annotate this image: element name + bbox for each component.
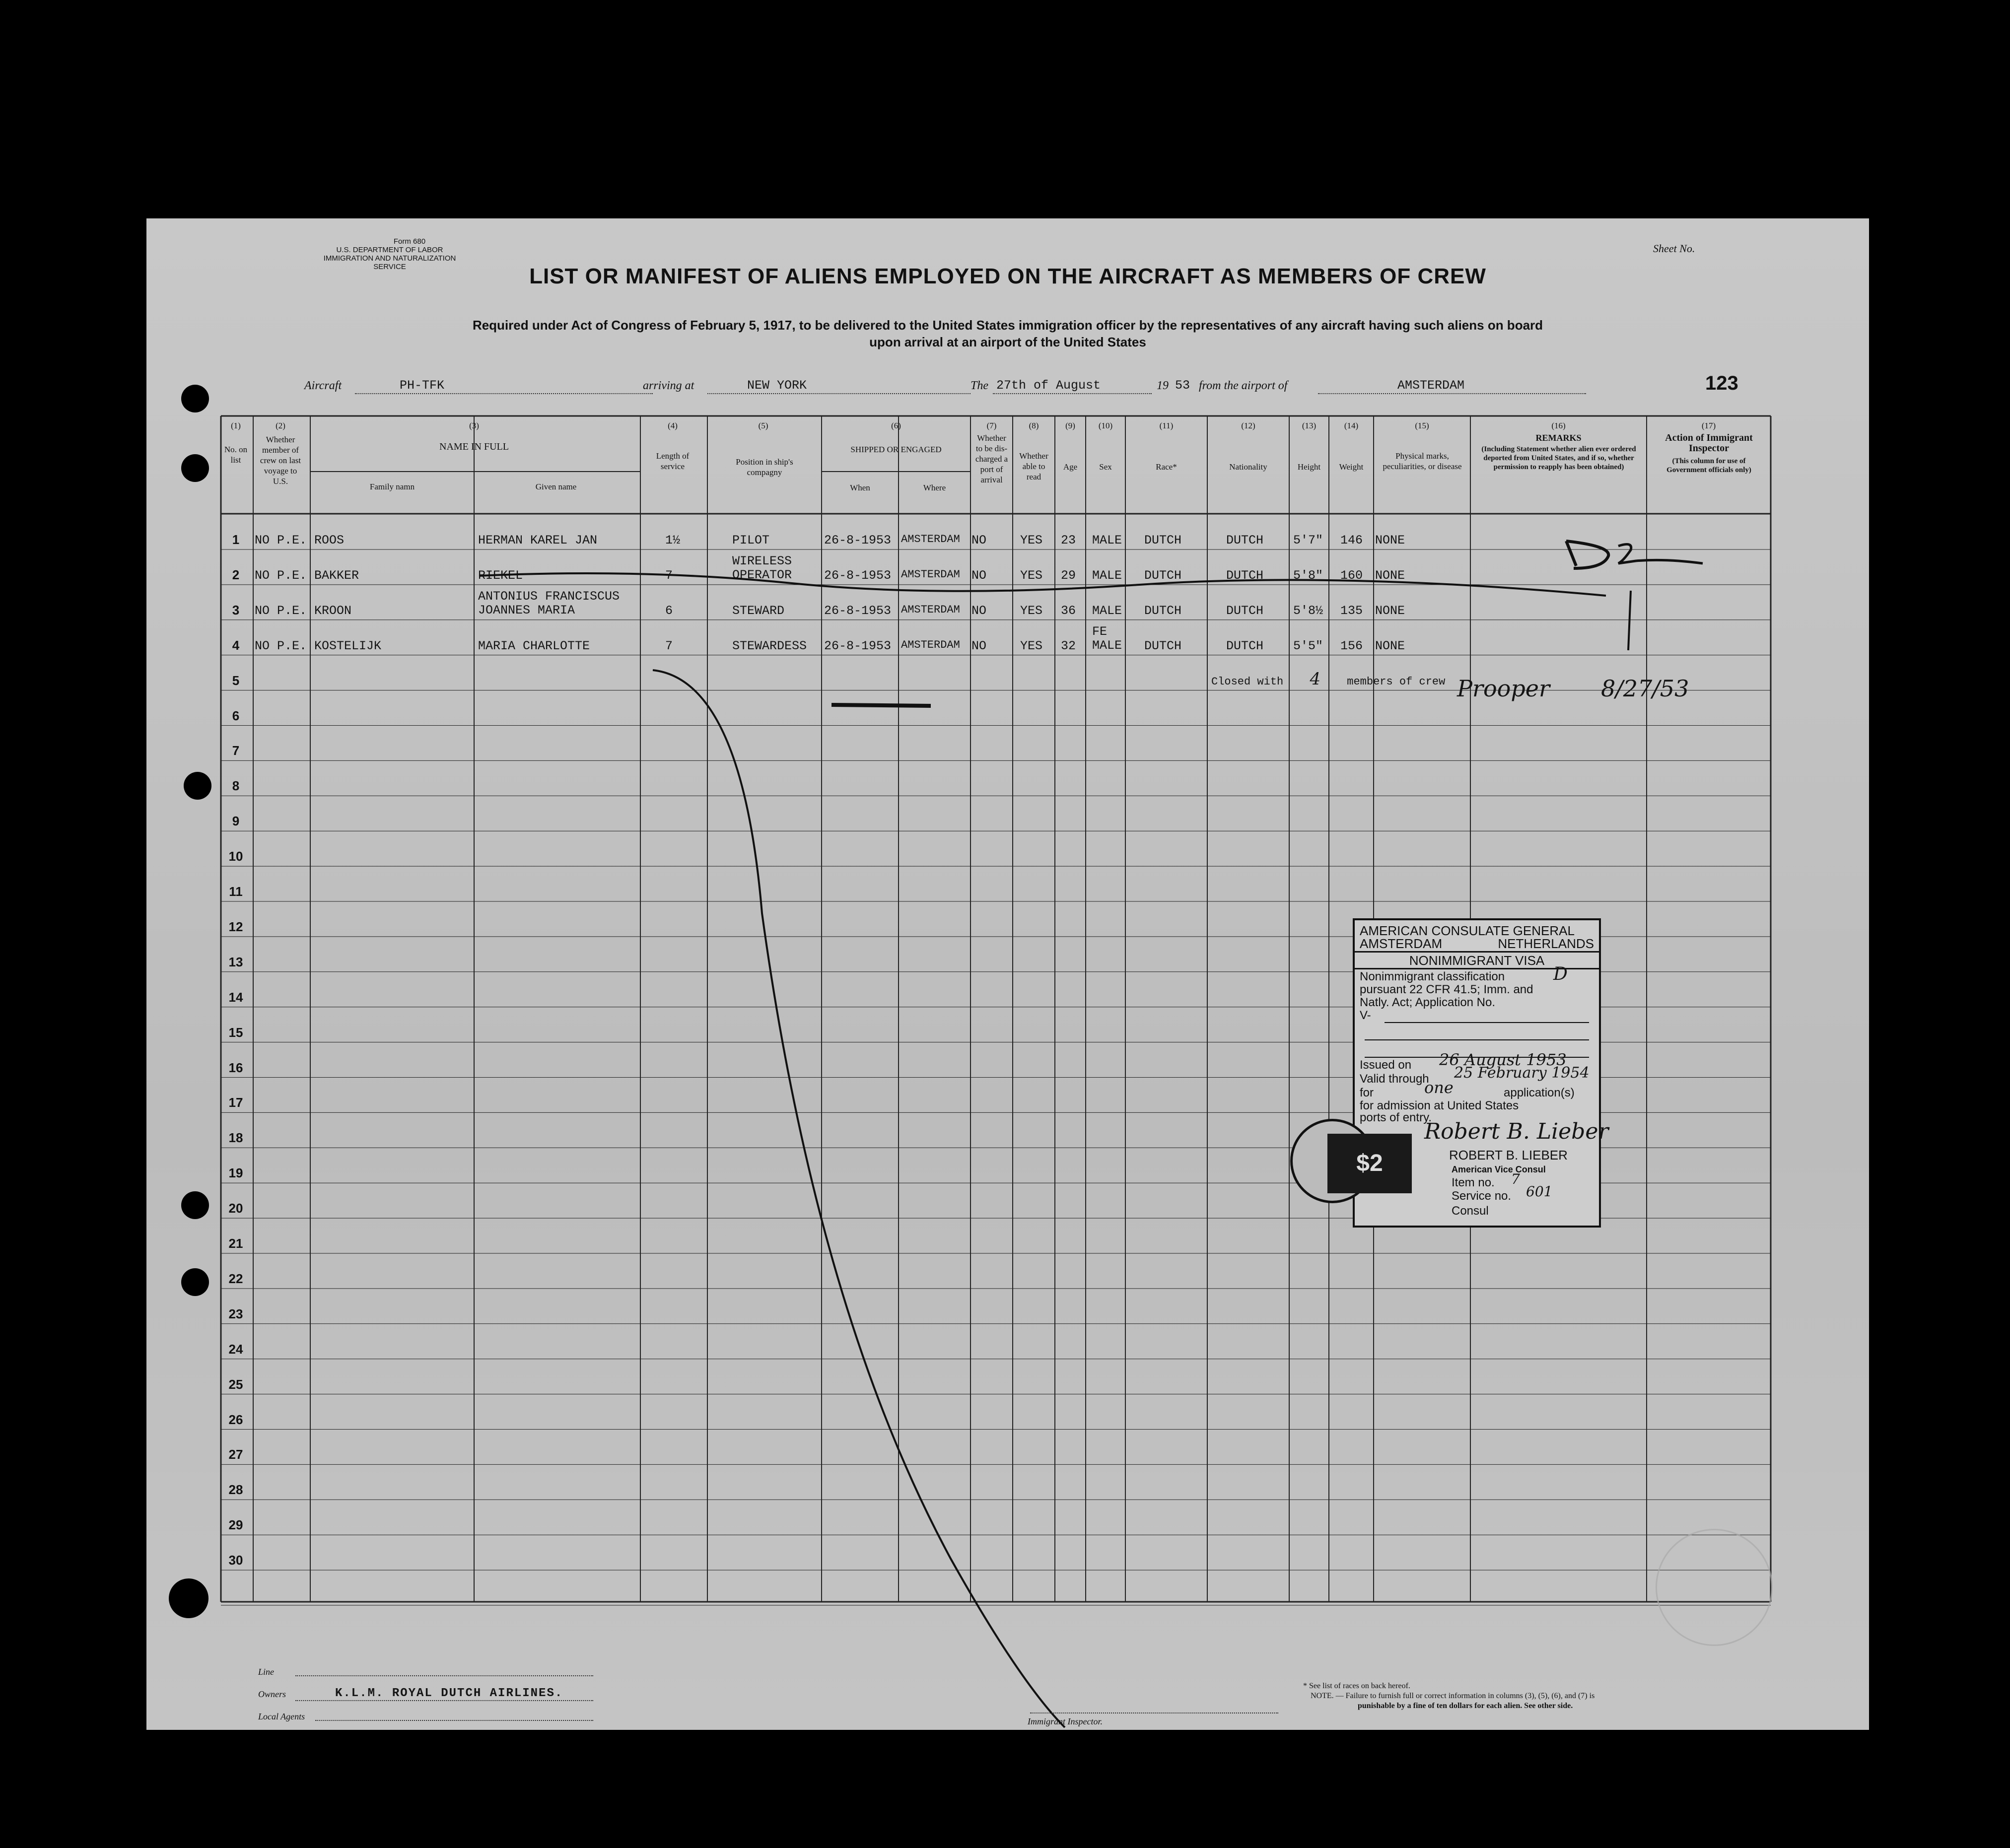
crew-given-name: ANTONIUS FRANCISCUS JOANNES MARIA	[478, 589, 620, 617]
crew-race: DUTCH	[1144, 638, 1182, 653]
crew-shipped-where: AMSTERDAM	[901, 638, 960, 651]
row-number: 3	[232, 602, 240, 617]
col8-number: (8)	[1029, 421, 1039, 430]
stamp-admission-1: for admission at United States	[1360, 1099, 1519, 1112]
col11-header: Race*	[1156, 462, 1177, 472]
form-title: LIST OR MANIFEST OF ALIENS EMPLOYED ON THE AIRCRAFT AS MEMBERS OF CREW	[529, 264, 1486, 288]
crew-discharged: NO	[971, 638, 987, 653]
stamp-service-label: Service no.	[1452, 1189, 1512, 1203]
row-number: 28	[228, 1482, 243, 1498]
crew-position: STEWARDESS	[732, 638, 807, 653]
row-number: 5	[232, 673, 240, 688]
remark-2-mark	[1618, 544, 1703, 563]
stamp-application-no: Natly. Act; Application No.	[1360, 996, 1496, 1009]
col13-header: Height	[1297, 462, 1321, 472]
crew-family-name: ROOS	[314, 533, 345, 548]
footer-inspector-label: Immigrant Inspector.	[1028, 1716, 1103, 1726]
crew-nationality: DUTCH	[1226, 568, 1264, 583]
crew-height: 5'7"	[1293, 533, 1323, 548]
col17-header: Action of Immigrant Inspector	[1665, 432, 1753, 454]
crew-length-of-service: 7	[665, 638, 673, 653]
row-number: 15	[228, 1025, 243, 1040]
crew-shipped-when: 26-8-1953	[824, 603, 892, 618]
crew-length-of-service: 6	[665, 603, 673, 618]
stamp-regulation: pursuant 22 CFR 41.5; Imm. and	[1360, 983, 1533, 996]
col16-subheader: (Including Statement whether alien ever ordered deported from United States, and if so, whether permission to reapply has been obtained)	[1481, 445, 1636, 471]
stamp-application-label: application(s)	[1504, 1086, 1575, 1099]
col2-header: Whether member of crew on last voyage to U.S.	[260, 435, 301, 486]
bracket-line	[653, 670, 1065, 1727]
inspector-date: 8/27/53	[1601, 675, 1689, 702]
airport-label: from the airport of	[1199, 379, 1288, 392]
row-number: 6	[232, 708, 240, 723]
crew-sex: MALE	[1092, 568, 1122, 583]
stamp-issued-value: 26 August 1953	[1439, 1050, 1567, 1069]
crew-height: 5'8"	[1293, 568, 1323, 583]
col7-header: Whether to be dis-charged a port of arrival	[975, 433, 1008, 484]
crew-sex: FE MALE	[1092, 624, 1122, 653]
col3-number: (3)	[469, 421, 479, 430]
row-number: 25	[228, 1376, 243, 1392]
crew-race: DUTCH	[1144, 533, 1182, 548]
crew-discharged: NO	[971, 568, 987, 583]
footer-note-2: punishable by a fine of ten dollars for each alien. See other side.	[1358, 1702, 1573, 1710]
stamp-signature: Robert B. Lieber	[1424, 1119, 1609, 1144]
crew-race: DUTCH	[1144, 568, 1182, 583]
col1-header: No. on list	[224, 445, 248, 465]
col14-number: (14)	[1344, 421, 1359, 430]
row-number: 27	[228, 1447, 243, 1462]
crew-shipped-when: 26-8-1953	[824, 638, 892, 653]
stamp-city: AMSTERDAM	[1360, 936, 1443, 951]
col15-number: (15)	[1415, 421, 1429, 430]
col4-header: Length of service	[656, 451, 690, 471]
col5-header: Position in ship's compagny	[736, 457, 793, 477]
row-number: 1	[232, 532, 240, 547]
crew-weight: 156	[1340, 638, 1363, 653]
subtitle-line-2: upon arrival at an airport of the United States	[869, 335, 1146, 349]
row-number: 7	[232, 743, 240, 758]
col9-header: Age	[1063, 462, 1078, 472]
crew-position: WIRELESS OPERATOR	[732, 553, 792, 582]
crew-length-of-service: 7	[665, 568, 673, 583]
col3-given-header: Given name	[535, 482, 577, 491]
row-number: 9	[232, 814, 240, 829]
aircraft-value: PH-TFK	[400, 378, 445, 393]
manifest-sheet	[146, 218, 1869, 1730]
col12-header: Nationality	[1229, 462, 1267, 472]
crew-height: 5'8½	[1293, 603, 1323, 618]
subtitle-line-1: Required under Act of Congress of February 5, 1917, to be delivered to the United States immigration officer by the representatives of any aircraft having such aliens on board	[472, 318, 1543, 333]
col6-header: SHIPPED OR ENGAGED	[850, 445, 942, 454]
crew-position: STEWARD	[732, 603, 785, 618]
footer-note-1: NOTE. — Failure to furnish full or correct information in columns (3), (5), (6), and (7) is	[1311, 1692, 1595, 1700]
crew-position: PILOT	[732, 533, 770, 548]
col10-number: (10)	[1098, 421, 1113, 430]
closed-count: 4	[1310, 669, 1321, 689]
row-number: 10	[228, 849, 243, 864]
row-number: 11	[229, 884, 243, 899]
stamp-consulate: AMERICAN CONSULATE GENERAL	[1360, 923, 1575, 938]
crew-family-name: BAKKER	[314, 568, 359, 583]
stamp-issued-label: Issued on	[1360, 1058, 1412, 1072]
crew-discharged: NO	[971, 533, 987, 548]
sheet-number-label: Sheet No.	[1653, 242, 1695, 255]
crew-last-voyage: NO P.E.	[255, 533, 307, 548]
col17-subheader: (This column for use of Government officials only)	[1666, 457, 1751, 474]
col10-header: Sex	[1099, 462, 1112, 472]
footer-line-label: Line	[258, 1667, 275, 1677]
col4-number: (4)	[668, 421, 678, 430]
col6-number: (6)	[891, 421, 901, 430]
airport-value: AMSTERDAM	[1397, 378, 1465, 393]
crew-able-to-read: YES	[1020, 533, 1043, 548]
closed-with-note	[1211, 669, 1445, 689]
page-number: 123	[1705, 372, 1738, 394]
row-number: 22	[228, 1271, 243, 1286]
date-prefix: The	[970, 379, 988, 392]
crew-nationality: DUTCH	[1226, 533, 1264, 548]
arriving-label: arriving at	[643, 379, 694, 392]
col12-number: (12)	[1241, 421, 1255, 430]
inspector-initials: Prooper	[1457, 675, 1550, 702]
col16-header: REMARKS	[1535, 433, 1582, 443]
crew-sex: MALE	[1092, 533, 1122, 548]
col3-header: NAME IN FULL	[439, 441, 509, 452]
crew-able-to-read: YES	[1020, 568, 1043, 583]
stamp-service-value: 601	[1526, 1183, 1553, 1200]
col11-number: (11)	[1159, 421, 1174, 430]
strike-through-line	[479, 573, 1606, 596]
row-number: 13	[228, 954, 243, 969]
crew-sex: MALE	[1092, 603, 1122, 618]
crew-shipped-where: AMSTERDAM	[901, 568, 960, 581]
crew-given-name: MARIA CHARLOTTE	[478, 638, 590, 653]
bracket-vertical	[1628, 591, 1631, 650]
row-number: 8	[232, 778, 240, 794]
crew-weight: 160	[1340, 568, 1363, 583]
crew-able-to-read: YES	[1020, 638, 1043, 653]
col2-number: (2)	[276, 421, 285, 430]
footer-owners-label: Owners	[258, 1689, 286, 1699]
crew-given-name: HERMAN KAREL JAN	[478, 533, 598, 548]
crew-last-voyage: NO P.E.	[255, 638, 307, 653]
service-name: IMMIGRATION AND NATURALIZATION SERVICE	[323, 254, 456, 271]
col6-when-header: When	[850, 483, 870, 492]
col6-where-header: Where	[923, 483, 946, 492]
stamp-officer-name: ROBERT B. LIEBER	[1449, 1148, 1568, 1163]
crew-last-voyage: NO P.E.	[255, 603, 307, 618]
col9-number: (9)	[1065, 421, 1075, 430]
row-number: 26	[228, 1412, 243, 1427]
crew-able-to-read: YES	[1020, 603, 1043, 618]
row-number: 12	[228, 919, 243, 934]
dash-mark	[832, 705, 931, 706]
row-number: 20	[228, 1201, 243, 1216]
row-number: 2	[232, 567, 240, 582]
form-number: Form 680	[393, 237, 426, 246]
crew-age: 32	[1061, 638, 1076, 653]
crew-nationality: DUTCH	[1226, 638, 1264, 653]
footer-owners-value: K.L.M. ROYAL DUTCH AIRLINES.	[335, 1687, 563, 1700]
aircraft-label: Aircraft	[304, 379, 342, 392]
col7-number: (7)	[986, 421, 997, 430]
crew-family-name: KOSTELIJK	[314, 638, 382, 653]
arriving-value: NEW YORK	[747, 378, 807, 393]
row-number: 16	[228, 1060, 243, 1075]
crew-physical-marks: NONE	[1375, 638, 1405, 653]
col5-number: (5)	[758, 421, 768, 430]
crew-length-of-service: 1½	[665, 533, 681, 548]
date-value: 27th of August	[996, 378, 1101, 393]
col16-number: (16)	[1551, 421, 1566, 430]
stamp-country: NETHERLANDS	[1498, 936, 1594, 951]
fee-stamp	[1327, 1134, 1412, 1193]
row-number: 24	[228, 1341, 243, 1357]
visa-stamp	[1353, 918, 1609, 1228]
crew-physical-marks: NONE	[1375, 568, 1405, 583]
col1-number: (1)	[231, 421, 241, 430]
crew-weight: 135	[1340, 603, 1363, 618]
members-of-crew-label: members of crew	[1347, 676, 1446, 688]
col17-number: (17)	[1701, 421, 1716, 430]
row-number: 17	[228, 1095, 243, 1110]
crew-age: 29	[1061, 568, 1076, 583]
stamp-item-value: 7	[1511, 1171, 1520, 1187]
crew-shipped-when: 26-8-1953	[824, 568, 892, 583]
crew-discharged: NO	[971, 603, 987, 618]
department-name: U.S. DEPARTMENT OF LABOR	[336, 246, 443, 254]
col15-header: Physical marks, peculiarities, or disease	[1383, 451, 1462, 471]
stamp-classification-value: D	[1553, 964, 1568, 984]
crew-nationality: DUTCH	[1226, 603, 1264, 618]
row-number: 4	[232, 637, 240, 653]
crew-race: DUTCH	[1144, 603, 1182, 618]
embossed-seal	[1656, 1529, 1773, 1646]
row-number: 23	[228, 1306, 243, 1321]
stamp-officer-title: American Vice Consul	[1452, 1164, 1546, 1174]
row-number: 19	[228, 1165, 243, 1181]
stamp-v-line: V-	[1360, 1009, 1371, 1022]
remark-d-mark	[1566, 541, 1608, 568]
row-number: 14	[228, 989, 243, 1005]
stamp-for-value: one	[1424, 1078, 1454, 1097]
stamp-classification-label: Nonimmigrant classification	[1360, 970, 1505, 983]
crew-age: 36	[1061, 603, 1076, 618]
year-value: 53	[1175, 378, 1190, 393]
crew-family-name: KROON	[314, 603, 352, 618]
stamp-valid-value: 25 February 1954	[1454, 1064, 1590, 1082]
crew-given-name: RIEKEL	[478, 568, 523, 583]
crew-weight: 146	[1340, 533, 1363, 548]
crew-height: 5'5"	[1293, 638, 1323, 653]
crew-shipped-where: AMSTERDAM	[901, 603, 960, 616]
footer-note-races: * See list of races on back hereof.	[1303, 1682, 1410, 1690]
crew-age: 23	[1061, 533, 1076, 548]
col13-number: (13)	[1302, 421, 1317, 430]
row-number: 29	[228, 1517, 243, 1533]
stamp-admission-2: ports of entry.	[1360, 1111, 1432, 1124]
col3-family-header: Family namn	[369, 482, 415, 491]
row-number: 30	[228, 1553, 243, 1568]
stamp-consul-label: Consul	[1452, 1204, 1489, 1218]
pen-strokes	[146, 218, 1869, 1730]
stamp-for-label: for	[1360, 1086, 1374, 1099]
fee-stamp-value: $2	[1356, 1150, 1383, 1176]
row-number: 21	[228, 1236, 243, 1251]
footer-agents-label: Local Agents	[258, 1711, 305, 1721]
stamp-visa-type: NONIMMIGRANT VISA	[1409, 953, 1545, 968]
crew-last-voyage: NO P.E.	[255, 568, 307, 583]
col14-header: Weight	[1339, 462, 1364, 472]
crew-physical-marks: NONE	[1375, 603, 1405, 618]
closed-with-label: Closed with	[1211, 676, 1284, 688]
stamp-valid-label: Valid through	[1360, 1072, 1429, 1086]
stamp-item-label: Item no.	[1452, 1176, 1495, 1189]
crew-shipped-where: AMSTERDAM	[901, 533, 960, 546]
col8-header: Whether able to read	[1019, 451, 1048, 481]
year-prefix: 19	[1157, 379, 1169, 392]
row-number: 18	[228, 1130, 243, 1146]
crew-physical-marks: NONE	[1375, 533, 1405, 548]
crew-shipped-when: 26-8-1953	[824, 533, 892, 548]
